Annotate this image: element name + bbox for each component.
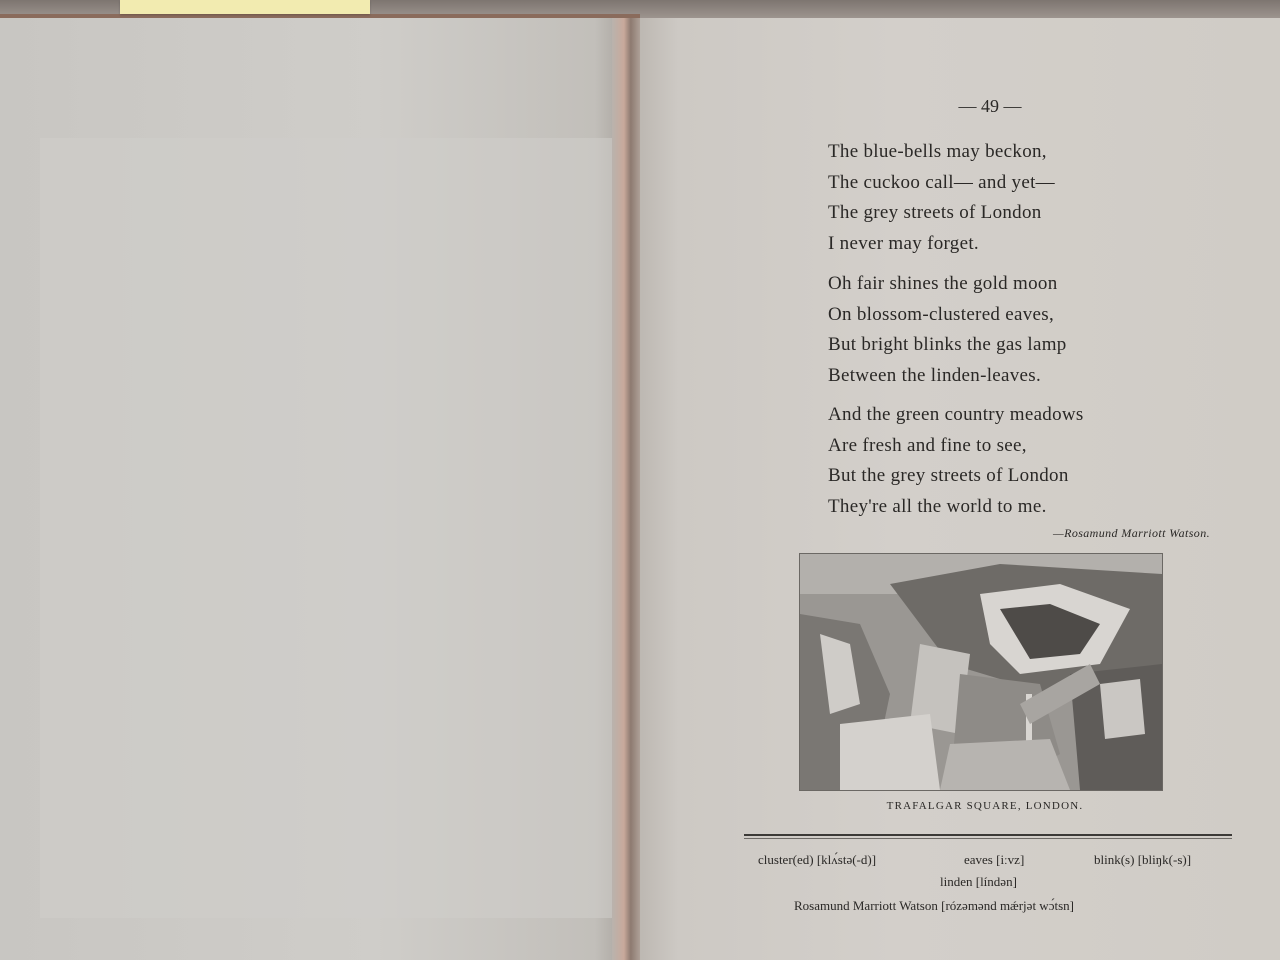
page-number: — 49 —: [958, 96, 1022, 116]
photo-caption: TRAFALGAR SQUARE, LONDON.: [886, 800, 1084, 812]
divider-rule: [744, 834, 1232, 836]
sticky-note: [120, 0, 370, 14]
divider-rule-thin: [744, 838, 1232, 839]
poem-line: Between the linden-leaves.: [828, 364, 1042, 386]
vocab-linden: linden [líndən]: [940, 874, 1017, 889]
aerial-city-image: [800, 554, 1162, 790]
poem-line: The blue-bells may beckon,: [828, 141, 1047, 162]
vocab-eaves: eaves [iːvz]: [964, 852, 1025, 867]
poem-line: But bright blinks the gas lamp: [828, 334, 1067, 355]
poem-line: The cuckoo call— and yet—: [828, 171, 1055, 193]
poem-line: The grey streets of London: [828, 202, 1042, 223]
poem-line: Oh fair shines the gold moon: [828, 273, 1058, 294]
poem-stanza-2: [828, 269, 1067, 391]
poem-line: Are fresh and fine to see,: [828, 434, 1027, 456]
left-blank-page: [0, 18, 626, 960]
poem-attribution: —Rosamund Marriott Watson.: [1053, 526, 1210, 540]
vocab-author-name: Rosamund Marriott Watson [rózəmənd mǽrjət wɔ́tsn]: [794, 898, 1074, 913]
poem-line: On blossom-clustered eaves,: [828, 303, 1055, 325]
poem-line: But the grey streets of London: [828, 465, 1069, 486]
poem-line: They're all the world to me.: [828, 495, 1047, 517]
poem-line: And the green country meadows: [828, 404, 1084, 425]
vocab-cluster: cluster(ed) [klʌ́stə(-d)]: [758, 852, 877, 867]
poem-stanza-3: [828, 400, 1084, 522]
vocab-blink: blink(s) [bliŋk(-s)]: [1094, 852, 1192, 867]
poem-stanza-1: [828, 137, 1055, 259]
trafalgar-square-photo: [800, 554, 1162, 790]
show-through-shadow: [40, 138, 612, 918]
poem-line: I never may forget.: [828, 232, 979, 254]
